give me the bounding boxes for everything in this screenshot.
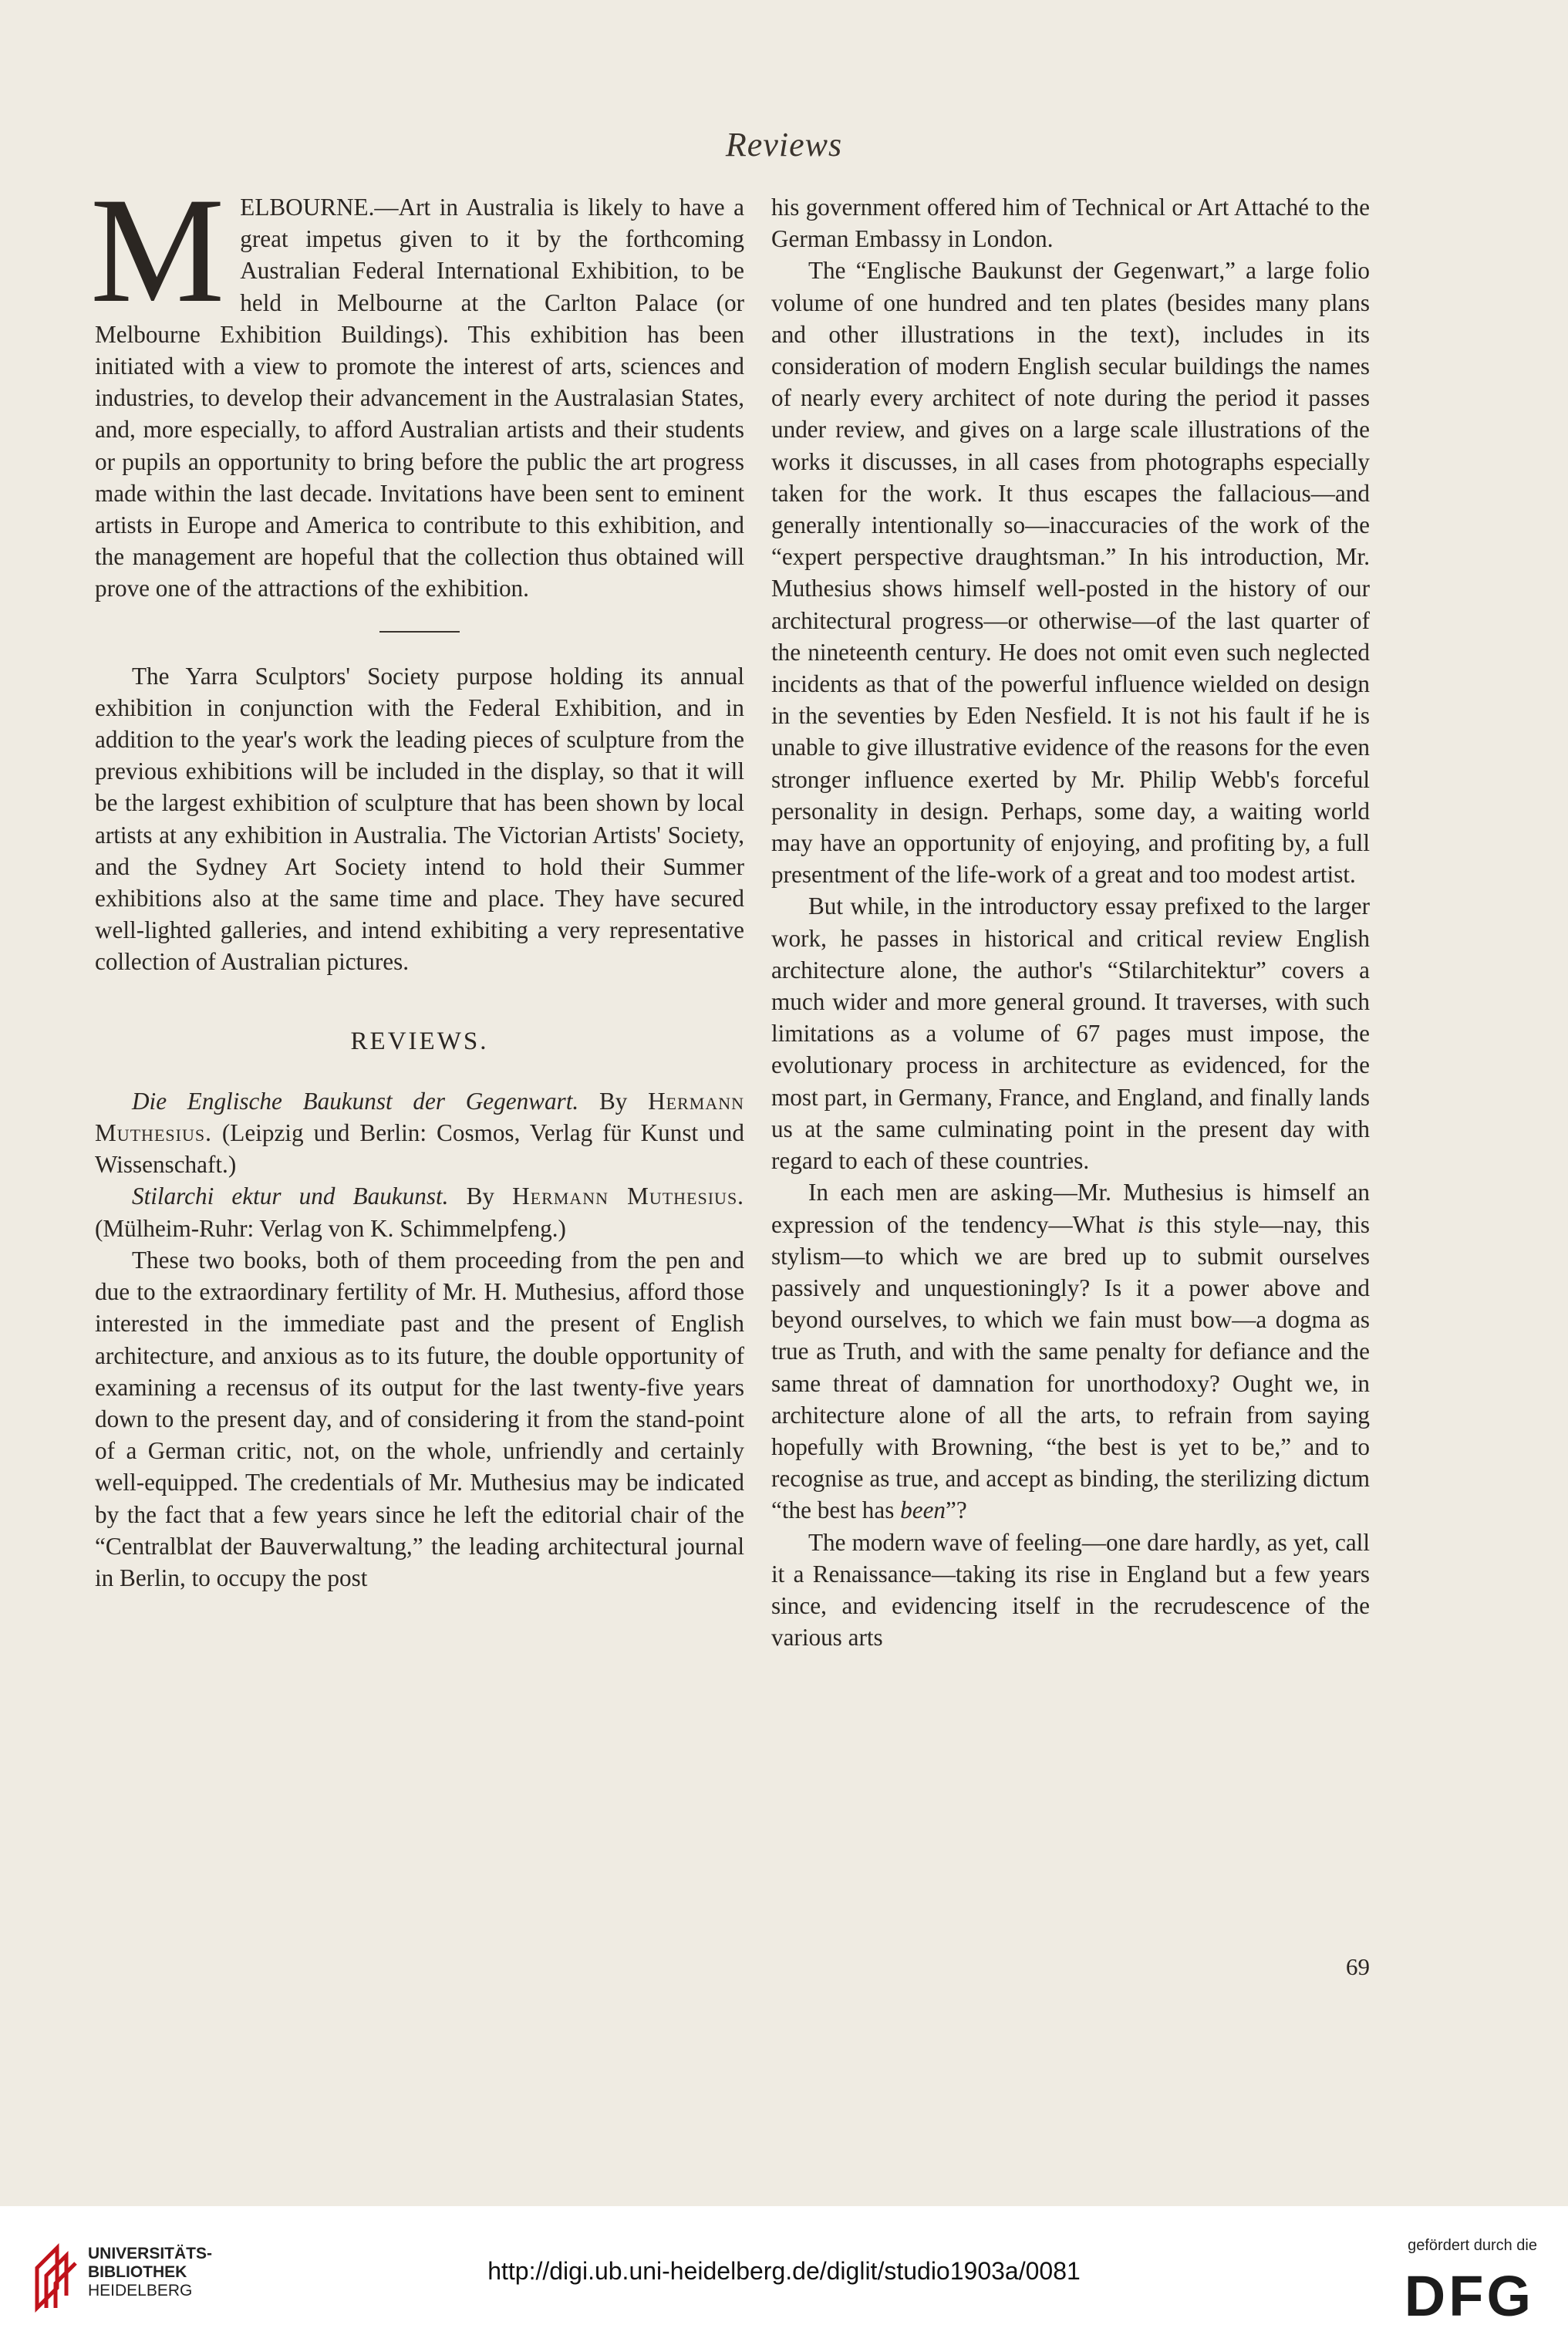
drop-cap: M [90, 167, 225, 334]
book-title: Die Englische Baukunst der Gegenwart. [132, 1087, 579, 1115]
each-men-paragraph [771, 1176, 1370, 1526]
by-text: By [448, 1183, 513, 1210]
text-run: ”? [946, 1496, 967, 1524]
yarra-paragraph: The Yarra Sculptors' Society purpose holding its annual exhibition in conjunction with the Federal Exhibition, and in addition to the year's work the leading pieces of sculpture from the previous exhibitions will be included in the display, so that it will be the largest exhibition of sculpture that has been shown by local artists at any exhibition in Australia. The Victorian Artists' Society, and the Sydney Art Society intend to hold their Summer exhibitions also at the same time and place. They have secured well-lighted galleries, and intend exhibiting a very representative collection of Australian pictures. [95, 662, 744, 976]
author-name: Hermann Muthesius. [95, 1087, 744, 1147]
text-run: this style—nay, this stylism—to which we are bred up to submit ourselves passively and unquestioningly? Is it a power above and beyond ourselves, to which we fain must bow—a dogma as true as Truth, and with the same penalty for defiance and the same threat of damnation for unorthodoxy? Ought we, in architecture alone of all the arts, to refrain from saying hopefully with Browning, “the best is yet to be,” and to recognise as true, and accept as binding, the sterilizing dictum “the best has [771, 1210, 1371, 1524]
englische-paragraph: The “Englische Baukunst der Gegenwart,” a large folio volume of one hundred and ten plates (besides many plans and other illustrations in the text), includes in its consideration of modern English secular buildings the names of nearly every architect of note during the period it passes under review, and gives on a large scale illustrations of the works it discusses, in all cases from photographs especially taken for the work. It thus escapes the fallacious—and generally intentionally so—inaccuracies of the work of the “expert perspective draughtsman.” In his introduction, Mr. Muthesius shows himself well-posted in the history of our architectural progress—or otherwise—of the last quarter of the nineteenth century. He does not omit even such neglected incidents as that of the powerful influence wielded on design in the seventies by Eden Nesfield. It is not his fault if he is unable to give illustrative evidence of the reasons for the even stronger influence exerted by Mr. Philip Webb's forceful personality in design. Perhaps, some day, a waiting world may have an opportunity of enjoying, and profiting by, a full presentment of the life-work of a great and too modest artist. [771, 257, 1370, 889]
left-column [90, 167, 744, 1594]
text-run: In each men are asking—Mr. Muthesius is himself an expression of the tendency—What [771, 1179, 1370, 1238]
melbourne-text: ELBOURNE.—Art in Australia is likely to have a great impetus given to it by the forthcoming Australian Federal International Exhibition, to be held in Melbourne at the Carlton Palace (or Melbourne Exhibition Buildings). This exhibition has been initiated with a view to promote the interest of arts, sciences and industries, to develop their advancement in the Australasian States, and, more especially, to afford Australian artists and their students or pupils an opportunity to bring before the public the art progress made within the last decade. Invitations have been sent to eminent artists in Europe and America to contribute to this exhibition, and the management are hopeful that the collection thus obtained will prove one of the attractions of the exhibition. [95, 194, 744, 602]
page-number: 69 [1346, 1953, 1370, 1980]
dfg-logo: DFG [1404, 2264, 1534, 2328]
author-name: Hermann Muthesius. [512, 1183, 744, 1210]
but-while-paragraph: But while, in the introductory essay prefixed to the larger work, he passes in historical and critical review English architecture alone, the author's “Stilarchitektur” covers a much wider and more general ground. It traverses, with such limitations as a volume of 67 pages must impose, the evolutionary process in architecture as evidenced, for the most part, in Germany, France, and England, and finally lands us at the same culminating point in the present day with regard to each of these countries. [771, 892, 1370, 1175]
continued-paragraph: his government offered him of Technical or Art Attaché to the German Embassy in London. [771, 194, 1370, 253]
source-url-link[interactable]: http://digi.ub.uni-heidelberg.de/diglit/studio1903a/0081 [487, 2257, 1081, 2285]
melbourne-paragraph [90, 167, 744, 605]
citation-stilarchitektur [95, 1180, 744, 1243]
by-text: By [578, 1087, 649, 1115]
funded-by-caption: gefördert durch die [1408, 2237, 1537, 2254]
italic-run: been [900, 1496, 946, 1524]
library-line: UNIVERSITÄTS- [88, 2245, 213, 2262]
modern-wave-paragraph: The modern wave of feeling—one dare hardly, as yet, call it a Renaissance—taking its rise in England but a few years since, and evidencing itself in the recrudescence of the various arts [771, 1528, 1370, 1652]
library-line: BIBLIOTHEK [88, 2263, 187, 2281]
running-head: Reviews [725, 126, 843, 164]
section-divider [379, 631, 460, 633]
publisher-text: (Mülheim-Ruhr: Verlag von K. Schimmelpfeng.) [95, 1214, 566, 1242]
citation-englische-baukunst [95, 1085, 744, 1181]
right-column [771, 191, 1370, 1653]
publisher-text: (Leipzig und Berlin: Cosmos, Verlag für Kunst und Wissenschaft.) [95, 1119, 744, 1179]
book-title: Stilarchi ektur und Baukunst. [132, 1183, 449, 1210]
italic-run: is [1137, 1210, 1154, 1238]
books-paragraph: These two books, both of them proceeding from the pen and due to the extraordinary fertility of Mr. H. Muthesius, afford those interested in the immediate past and the present of English architecture, and anxious as to its future, the double opportunity of examining a recensus of its output for the last twenty-five years down to the present day, and of considering it from the stand-point of a German critic, not, on the whole, unfriendly and certainly well-equipped. The credentials of Mr. Muthesius may be indicated by the fact that a few years since he left the editorial chair of the “Centralblat der Bauverwaltung,” the leading architectural journal in Berlin, to occupy the post [95, 1246, 744, 1591]
reviews-heading: REVIEWS. [350, 1027, 489, 1055]
library-line: HEIDELBERG [88, 2282, 193, 2299]
